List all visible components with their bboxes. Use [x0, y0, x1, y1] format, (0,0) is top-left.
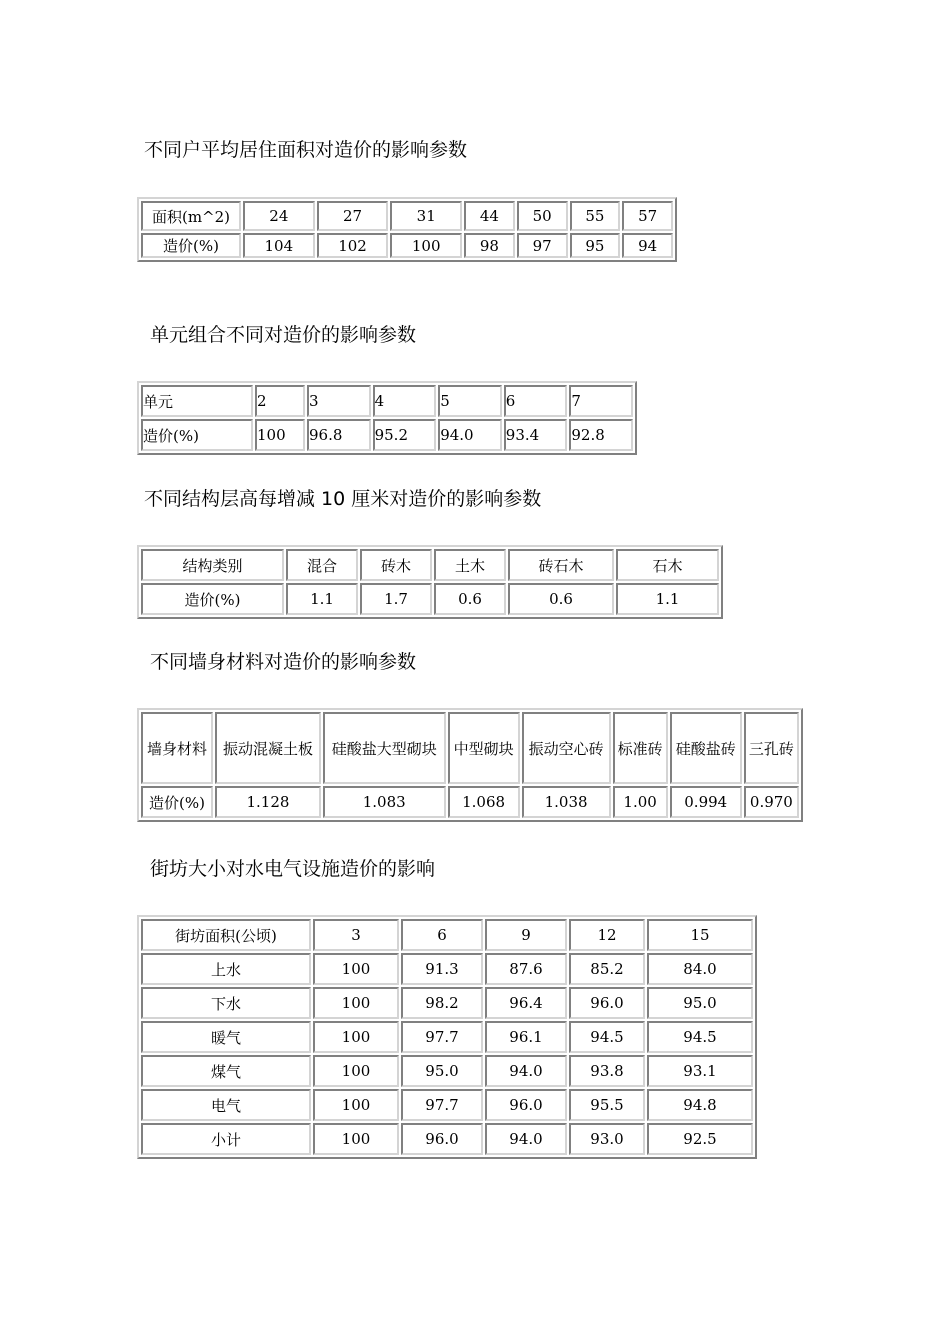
table-cell: 6: [504, 385, 568, 417]
table-cell: 31: [390, 201, 462, 231]
table-row: [141, 583, 719, 615]
table-cell: 9: [485, 919, 567, 951]
table-cell: 94.0: [485, 1123, 567, 1155]
table-cell: 硅酸盐砖: [670, 712, 742, 784]
table-cell: 三孔砖: [744, 712, 799, 784]
table-cell: 1.1: [616, 583, 719, 615]
table-row: [141, 987, 753, 1019]
row-label-cell: 墙身材料: [141, 712, 213, 784]
table-cell: 100: [313, 1055, 399, 1087]
row-label-cell: 造价(%): [141, 583, 284, 615]
table-cell: 3: [307, 385, 371, 417]
table-cell: 12: [569, 919, 645, 951]
table-cell: 91.3: [401, 953, 483, 985]
row-label-cell: 面积(m^2): [141, 201, 241, 231]
table-cell: 50: [517, 201, 568, 231]
row-label-cell: 电气: [141, 1089, 311, 1121]
table-cell: 标准砖: [613, 712, 668, 784]
table-cell: 97.7: [401, 1089, 483, 1121]
row-label-cell: 上水: [141, 953, 311, 985]
table-cell: 93.8: [569, 1055, 645, 1087]
section-heading-unit-combination: 单元组合不同对造价的影响参数: [150, 324, 417, 346]
table-cell: 0.6: [508, 583, 614, 615]
table-cell: 1.00: [613, 786, 668, 818]
header-row: [141, 549, 719, 581]
row-label-cell: 暖气: [141, 1021, 311, 1053]
table-cell: 96.4: [485, 987, 567, 1019]
section-heading-block-size: 街坊大小对水电气设施造价的影响: [150, 858, 436, 880]
table-row: [141, 233, 673, 258]
table-cell: 93.4: [504, 419, 568, 451]
table-cell: 7: [569, 385, 633, 417]
table-cell: 2: [255, 385, 305, 417]
table-cell: 0.6: [434, 583, 506, 615]
table-cell: 振动混凝土板: [215, 712, 321, 784]
table-cell: 4: [373, 385, 437, 417]
table-cell: 94.5: [569, 1021, 645, 1053]
table-cell: 98: [464, 233, 515, 258]
table-cell: 96.8: [307, 419, 371, 451]
header-row: [141, 712, 799, 784]
table-cell: 95.0: [647, 987, 753, 1019]
table-cell: 97: [517, 233, 568, 258]
table-cell: 0.970: [744, 786, 799, 818]
row-label-cell: 煤气: [141, 1055, 311, 1087]
table-cell: 93.1: [647, 1055, 753, 1087]
table-cell: 92.8: [569, 419, 633, 451]
table-cell: 0.994: [670, 786, 742, 818]
table-row: [141, 1089, 753, 1121]
table-cell: 1.083: [323, 786, 446, 818]
table-cell: 硅酸盐大型砌块: [323, 712, 446, 784]
header-row: [141, 919, 753, 951]
row-label-cell: 造价(%): [141, 786, 213, 818]
row-label-cell: 小计: [141, 1123, 311, 1155]
table-cell: 94: [622, 233, 673, 258]
row-label-cell: 单元: [141, 385, 253, 417]
table-storey-height: [137, 545, 723, 619]
table-row: [141, 786, 799, 818]
table-cell: 中型砌块: [448, 712, 520, 784]
table-cell: 27: [317, 201, 389, 231]
table-block-size-utilities: [137, 915, 757, 1159]
table-cell: 100: [255, 419, 305, 451]
table-cell: 96.1: [485, 1021, 567, 1053]
row-label-cell: 造价(%): [141, 419, 253, 451]
table-row: [141, 953, 753, 985]
table-row: [141, 1021, 753, 1053]
table-living-area: [137, 197, 677, 262]
table-cell: 98.2: [401, 987, 483, 1019]
table-cell: 95.2: [373, 419, 437, 451]
section-heading-wall-material: 不同墙身材料对造价的影响参数: [150, 651, 417, 673]
table-cell: 94.0: [438, 419, 502, 451]
table-cell: 5: [438, 385, 502, 417]
table-cell: 1.128: [215, 786, 321, 818]
row-label-cell: 街坊面积(公顷): [141, 919, 311, 951]
table-cell: 混合: [286, 549, 358, 581]
table-cell: 44: [464, 201, 515, 231]
header-row: [141, 385, 633, 417]
table-cell: 1.1: [286, 583, 358, 615]
table-cell: 100: [313, 953, 399, 985]
table-cell: 102: [317, 233, 389, 258]
table-cell: 石木: [616, 549, 719, 581]
table-row: [141, 1055, 753, 1087]
table-cell: 92.5: [647, 1123, 753, 1155]
table-cell: 3: [313, 919, 399, 951]
table-cell: 砖木: [360, 549, 432, 581]
table-cell: 94.5: [647, 1021, 753, 1053]
table-cell: 104: [243, 233, 315, 258]
table-cell: 100: [313, 1123, 399, 1155]
table-wall-material: [137, 708, 803, 822]
table-cell: 砖石木: [508, 549, 614, 581]
row-label-cell: 造价(%): [141, 233, 241, 258]
table-cell: 土木: [434, 549, 506, 581]
table-cell: 85.2: [569, 953, 645, 985]
table-cell: 15: [647, 919, 753, 951]
table-unit-combination: [137, 381, 637, 455]
table-cell: 96.0: [401, 1123, 483, 1155]
table-cell: 84.0: [647, 953, 753, 985]
table-cell: 100: [313, 1089, 399, 1121]
row-label-cell: 结构类别: [141, 549, 284, 581]
table-cell: 97.7: [401, 1021, 483, 1053]
table-cell: 57: [622, 201, 673, 231]
table-cell: 100: [313, 1021, 399, 1053]
table-cell: 1.7: [360, 583, 432, 615]
table-cell: 95.5: [569, 1089, 645, 1121]
table-cell: 100: [390, 233, 462, 258]
table-cell: 96.0: [569, 987, 645, 1019]
table-cell: 95: [570, 233, 621, 258]
table-cell: 振动空心砖: [522, 712, 611, 784]
table-cell: 94.8: [647, 1089, 753, 1121]
table-cell: 24: [243, 201, 315, 231]
table-cell: 93.0: [569, 1123, 645, 1155]
table-cell: 95.0: [401, 1055, 483, 1087]
table-cell: 6: [401, 919, 483, 951]
table-cell: 94.0: [485, 1055, 567, 1087]
table-cell: 100: [313, 987, 399, 1019]
table-row: [141, 1123, 753, 1155]
section-heading-living-area: 不同户平均居住面积对造价的影响参数: [144, 139, 468, 161]
table-cell: 1.038: [522, 786, 611, 818]
row-label-cell: 下水: [141, 987, 311, 1019]
section-heading-storey-height: 不同结构层高每增减 10 厘米对造价的影响参数: [144, 488, 542, 510]
table-row: [141, 419, 633, 451]
table-cell: 96.0: [485, 1089, 567, 1121]
table-cell: 1.068: [448, 786, 520, 818]
table-cell: 87.6: [485, 953, 567, 985]
header-row: [141, 201, 673, 231]
table-cell: 55: [570, 201, 621, 231]
